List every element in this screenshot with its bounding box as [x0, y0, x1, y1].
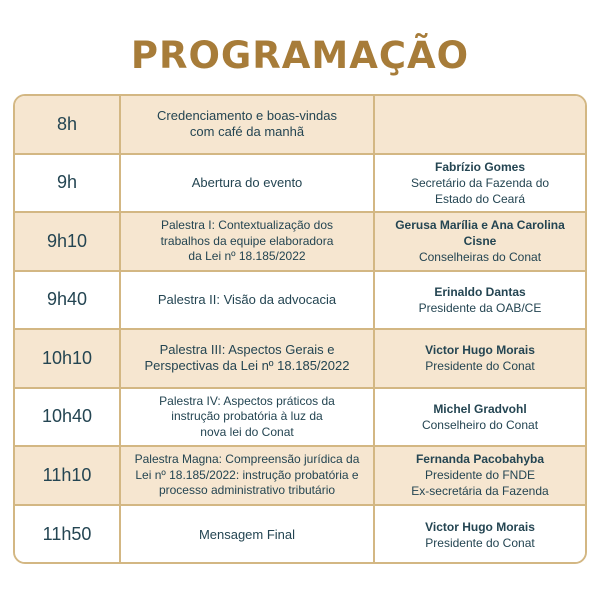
speaker-cell — [375, 155, 585, 212]
schedule-row — [15, 506, 585, 565]
time-cell: 11h10 — [15, 447, 121, 504]
schedule-row — [15, 272, 585, 331]
speaker-name: Gerusa Marília e Ana Carolina Cisne — [395, 218, 565, 249]
time-cell: 11h50 — [15, 506, 121, 565]
activity-cell: Palestra Magna: Compreensão jurídica da Lei nº 18.185/2022: instrução probatória e processo administrativo tributário — [121, 447, 375, 504]
speaker-role: Conselheiras do Conat — [418, 250, 542, 265]
time-cell: 10h10 — [15, 330, 121, 387]
speaker-cell — [375, 389, 585, 446]
speaker-role: Presidente do FNDE Ex-secretária da Fazenda — [411, 468, 549, 499]
speaker-name: Victor Hugo Morais — [425, 519, 535, 534]
schedule-row — [15, 330, 585, 389]
activity-cell: Palestra III: Aspectos Gerais e Perspectivas da Lei nº 18.185/2022 — [121, 330, 375, 387]
schedule-row — [15, 389, 585, 448]
speaker-name: Michel Gradvohl — [433, 401, 527, 416]
speaker-role: Presidente da OAB/CE — [418, 300, 542, 315]
schedule-row — [15, 96, 585, 155]
speaker-name: Victor Hugo Morais — [425, 343, 535, 358]
activity-cell: Palestra II: Visão da advocacia — [121, 272, 375, 329]
time-cell: 8h — [15, 96, 121, 153]
activity-cell: Palestra IV: Aspectos práticos da instrução probatória à luz da nova lei do Conat — [121, 389, 375, 446]
activity-cell: Abertura do evento — [121, 155, 375, 212]
speaker-role: Secretário da Fazenda do Estado do Ceará — [410, 175, 550, 206]
time-cell: 9h40 — [15, 272, 121, 329]
speaker-name: Fabrízio Gomes — [434, 159, 526, 174]
speaker-cell — [375, 447, 585, 504]
speaker-role: Conselheiro do Conat — [421, 417, 539, 432]
activity-cell: Palestra I: Contextualização dos trabalhos da equipe elaboradora da Lei nº 18.185/2022 — [121, 213, 375, 270]
schedule-row — [15, 213, 585, 272]
speaker-cell — [375, 272, 585, 329]
time-cell: 9h — [15, 155, 121, 212]
schedule-row — [15, 447, 585, 506]
speaker-role: Presidente do Conat — [425, 535, 535, 550]
speaker-cell — [375, 96, 585, 153]
speaker-name: Erinaldo Dantas — [434, 284, 526, 299]
speaker-cell — [375, 213, 585, 270]
time-cell: 9h10 — [15, 213, 121, 270]
activity-cell: Mensagem Final — [121, 506, 375, 565]
time-cell: 10h40 — [15, 389, 121, 446]
schedule-table — [13, 94, 587, 564]
speaker-name: Fernanda Pacobahyba — [415, 452, 545, 467]
schedule-row — [15, 155, 585, 214]
page-title: PROGRAMAÇÃO — [130, 34, 470, 77]
speaker-role: Presidente do Conat — [425, 359, 535, 374]
activity-cell: Credenciamento e boas-vindas com café da manhã — [121, 96, 375, 153]
speaker-cell — [375, 506, 585, 565]
speaker-cell — [375, 330, 585, 387]
